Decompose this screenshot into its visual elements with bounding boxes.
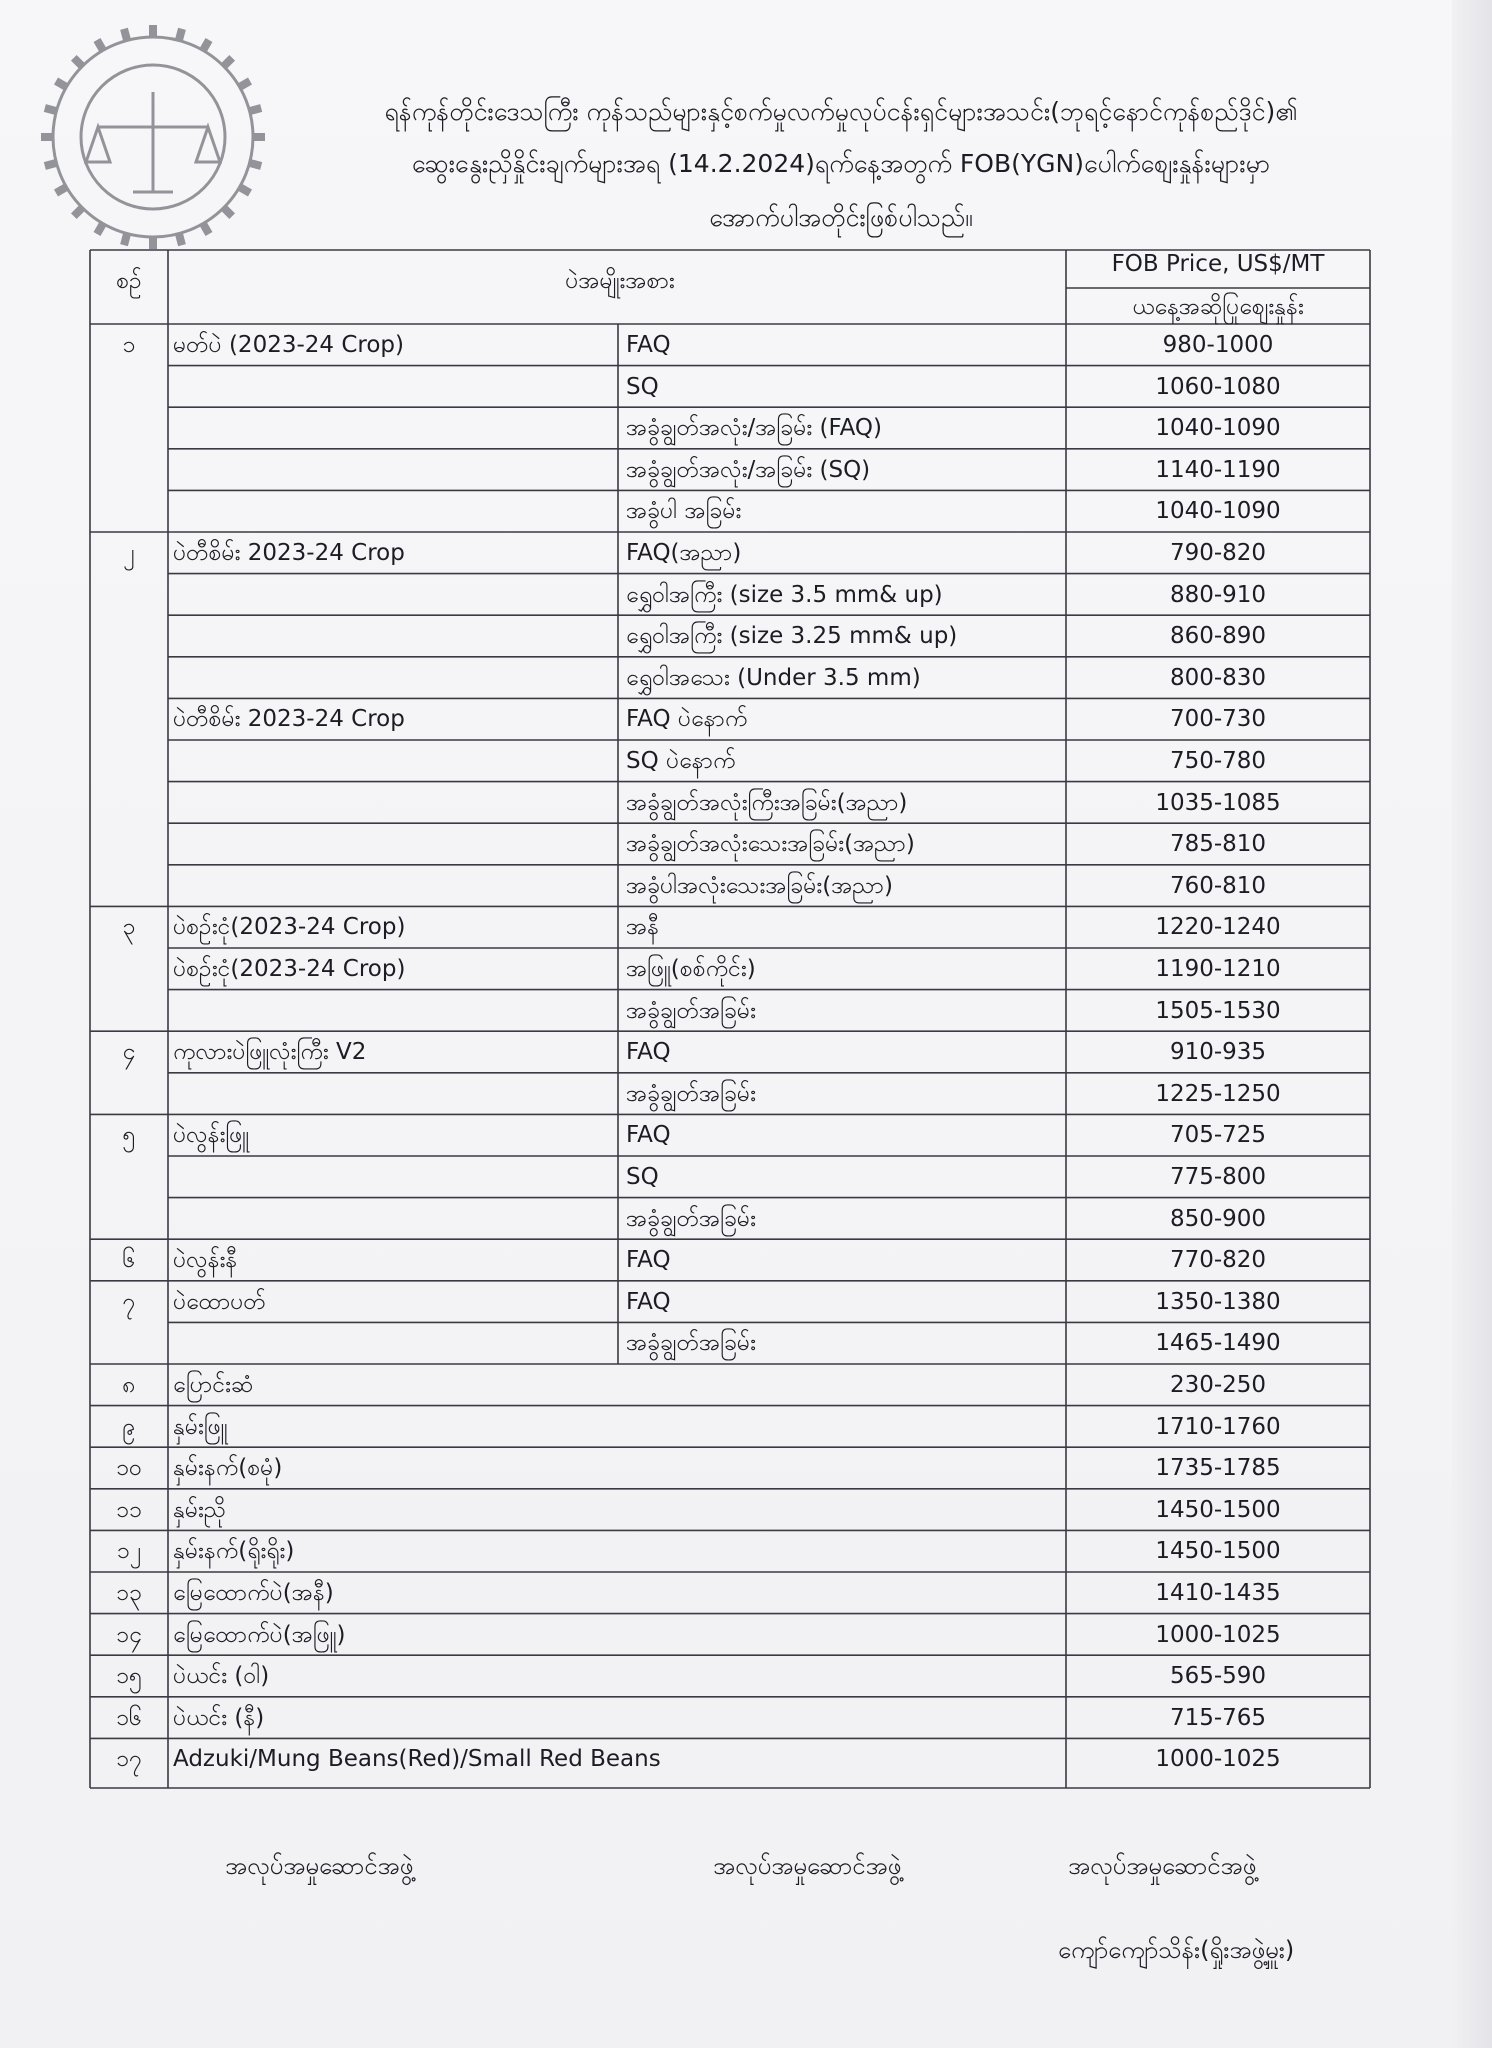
row-grade: FAQ bbox=[626, 1247, 671, 1274]
row-no: ၄ bbox=[122, 1039, 136, 1066]
row-no: ၉ bbox=[122, 1413, 136, 1440]
row-no: ၁၁ bbox=[116, 1496, 142, 1523]
row-grade: အခွံချွတ်အခြမ်း bbox=[626, 997, 756, 1024]
row-price: 1450-1500 bbox=[1155, 1496, 1281, 1523]
row-no: ၁၆ bbox=[116, 1704, 142, 1731]
row-price: 1225-1250 bbox=[1155, 1080, 1281, 1107]
row-price: 1220-1240 bbox=[1155, 914, 1281, 941]
row-price: 705-725 bbox=[1169, 1122, 1267, 1149]
row-no: ၅ bbox=[122, 1122, 136, 1149]
row-item-name: နှမ်းဖြူ bbox=[173, 1413, 228, 1440]
row-grade: အခွံပါ အခြမ်း bbox=[626, 498, 742, 525]
row-price: 1040-1090 bbox=[1155, 415, 1281, 442]
row-item-name: မြေထောက်ပဲ(အနီ) bbox=[173, 1580, 334, 1606]
row-item-name: မြေထောက်ပဲ(အဖြူ) bbox=[173, 1621, 346, 1648]
row-grade: SQ bbox=[626, 1164, 659, 1190]
row-item-name: မတ်ပဲ (2023-24 Crop) bbox=[173, 332, 404, 358]
row-grade: ရွှေဝါအကြီး (size 3.25 mm& up) bbox=[626, 623, 958, 650]
row-no: ၂ bbox=[123, 540, 135, 566]
row-price: 1350-1380 bbox=[1155, 1288, 1281, 1315]
row-price: 1035-1085 bbox=[1155, 789, 1281, 816]
row-price: 1465-1490 bbox=[1155, 1330, 1281, 1357]
row-item-name: ပဲထောပတ် bbox=[173, 1288, 266, 1315]
row-price: 1410-1435 bbox=[1155, 1580, 1281, 1606]
row-price: 785-810 bbox=[1169, 831, 1267, 858]
row-grade: အခွံချွတ်အလုံးကြီးအခြမ်း(အညာ) bbox=[626, 789, 908, 816]
row-item-name: ပဲလွန်းဖြူ bbox=[173, 1122, 250, 1149]
row-price: 750-780 bbox=[1169, 748, 1267, 774]
row-price: 880-910 bbox=[1169, 581, 1267, 608]
row-grade: ရွှေဝါအကြီး (size 3.5 mm& up) bbox=[626, 581, 943, 608]
row-item-name: ကုလားပဲဖြူလုံးကြီး V2 bbox=[173, 1039, 367, 1066]
signatory-name: ကျော်ကျော်သိန်း(ရှိုးအဖွဲ့မှူး) bbox=[1058, 1936, 1295, 1964]
row-grade: FAQ bbox=[626, 1039, 671, 1066]
column-header-price: FOB Price, US$/MT bbox=[1111, 251, 1325, 277]
row-grade: FAQ bbox=[626, 1288, 671, 1315]
row-no: ၆ bbox=[122, 1247, 136, 1274]
row-item-name: နှမ်းနက်(စမုံ) bbox=[173, 1455, 283, 1482]
row-no: ၁၄ bbox=[116, 1621, 142, 1648]
row-grade: SQ bbox=[626, 373, 659, 400]
row-no: ၁၇ bbox=[116, 1746, 142, 1773]
row-grade: အခွံချွတ်အခြမ်း bbox=[626, 1205, 756, 1232]
row-grade: အနီ bbox=[626, 914, 660, 941]
row-price: 850-900 bbox=[1169, 1205, 1267, 1232]
row-item-name: ပဲယင်း (ဝါ) bbox=[173, 1663, 270, 1690]
row-price: 1190-1210 bbox=[1155, 956, 1281, 982]
row-no: ၃ bbox=[122, 914, 136, 941]
column-header-item: ပဲအမျိုးအစား bbox=[565, 268, 675, 294]
row-item-name: ပြောင်းဆံ bbox=[173, 1372, 254, 1398]
row-no: ၈ bbox=[122, 1372, 136, 1398]
row-price: 1140-1190 bbox=[1155, 456, 1281, 483]
signature-label-1: အလုပ်အမှုဆောင်အဖွဲ့ bbox=[225, 1852, 414, 1880]
row-no: ၁၂ bbox=[116, 1538, 142, 1565]
header-line-3: အောက်ပါအတိုင်းဖြစ်ပါသည်။ bbox=[709, 203, 973, 232]
row-price: 230-250 bbox=[1169, 1372, 1267, 1398]
row-no: ၇ bbox=[122, 1288, 136, 1315]
row-price: 700-730 bbox=[1169, 706, 1267, 733]
row-price: 790-820 bbox=[1169, 540, 1267, 566]
row-price: 565-590 bbox=[1169, 1663, 1267, 1690]
row-price: 980-1000 bbox=[1162, 332, 1274, 358]
row-no: ၁၀ bbox=[116, 1455, 142, 1482]
row-grade: အဖြူ(စစ်ကိုင်း) bbox=[626, 956, 756, 982]
row-item-name: Adzuki/Mung Beans(Red)/Small Red Beans bbox=[173, 1746, 661, 1773]
row-price: 715-765 bbox=[1169, 1704, 1267, 1731]
row-price: 1710-1760 bbox=[1155, 1413, 1281, 1440]
row-no: ၁၃ bbox=[116, 1580, 142, 1606]
row-price: 860-890 bbox=[1169, 623, 1267, 650]
row-grade: အခွံပါအလုံးသေးအခြမ်း(အညာ) bbox=[626, 872, 893, 899]
row-grade: အခွံချွတ်အခြမ်း bbox=[626, 1080, 756, 1107]
row-grade: FAQ bbox=[626, 1122, 671, 1149]
row-grade: အခွံချွတ်အလုံး/အခြမ်း (SQ) bbox=[626, 456, 871, 483]
header-line-1: ရန်ကုန်တိုင်းဒေသကြီး ကုန်သည်များနှင့်စက်မှုလက်မှုလုပ်ငန်းရှင်များအသင်း(ဘုရင့်နောင်ကုန်စည်ဒိုင်)၏ bbox=[384, 97, 1298, 126]
header-line-2: ဆွေးနွေးညှိနှိုင်းချက်များအရ (14.2.2024)ရက်နေ့အတွက် FOB(YGN)ပေါက်စျေးနှုန်းများမှာ bbox=[411, 149, 1271, 178]
column-header-price-sub: ယနေ့အဆိုပြုစျေးနှုန်း bbox=[1132, 294, 1304, 320]
row-price: 760-810 bbox=[1169, 872, 1267, 899]
row-grade: ရွှေဝါအသေး (Under 3.5 mm) bbox=[626, 664, 921, 691]
row-price: 775-800 bbox=[1169, 1164, 1267, 1190]
row-item-name: ပဲစဉ်းငုံ(2023-24 Crop) bbox=[173, 914, 406, 941]
row-price: 1000-1025 bbox=[1155, 1621, 1281, 1648]
row-no: ၁၅ bbox=[116, 1663, 142, 1690]
row-price: 1060-1080 bbox=[1155, 373, 1281, 400]
row-grade: အခွံချွတ်အလုံးသေးအခြမ်း(အညာ) bbox=[626, 831, 915, 858]
row-item-name: ပဲတီစိမ်း 2023-24 Crop bbox=[173, 706, 405, 733]
signature-label-3: အလုပ်အမှုဆောင်အဖွဲ့ bbox=[1068, 1852, 1257, 1880]
row-grade: အခွံချွတ်အခြမ်း bbox=[626, 1330, 756, 1357]
row-price: 800-830 bbox=[1169, 664, 1267, 691]
row-grade: အခွံချွတ်အလုံး/အခြမ်း (FAQ) bbox=[626, 415, 882, 442]
row-price: 1450-1500 bbox=[1155, 1538, 1281, 1565]
column-header-no: စဉ် bbox=[116, 268, 142, 294]
row-item-name: ပဲစဉ်းငုံ(2023-24 Crop) bbox=[173, 956, 406, 982]
row-price: 1505-1530 bbox=[1155, 997, 1281, 1024]
row-grade: FAQ ပဲနောက် bbox=[626, 706, 748, 733]
row-price: 910-935 bbox=[1169, 1039, 1267, 1066]
row-grade: FAQ(အညာ) bbox=[626, 540, 742, 566]
row-price: 770-820 bbox=[1169, 1247, 1267, 1274]
row-grade: FAQ bbox=[626, 332, 671, 358]
row-item-name: နှမ်းနက်(ရိုးရိုး) bbox=[173, 1538, 295, 1565]
signature-label-2: အလုပ်အမှုဆောင်အဖွဲ့ bbox=[713, 1852, 902, 1880]
row-price: 1040-1090 bbox=[1155, 498, 1281, 525]
row-item-name: ပဲလွန်းနီ bbox=[173, 1247, 238, 1274]
row-grade: SQ ပဲနောက် bbox=[626, 748, 736, 774]
row-price: 1000-1025 bbox=[1155, 1746, 1281, 1773]
row-no: ၁ bbox=[122, 332, 136, 358]
row-item-name: ပဲယင်း (နီ) bbox=[173, 1704, 265, 1731]
row-price: 1735-1785 bbox=[1155, 1455, 1281, 1482]
row-item-name: နှမ်းညို bbox=[173, 1496, 227, 1523]
row-item-name: ပဲတီစိမ်း 2023-24 Crop bbox=[173, 540, 405, 566]
